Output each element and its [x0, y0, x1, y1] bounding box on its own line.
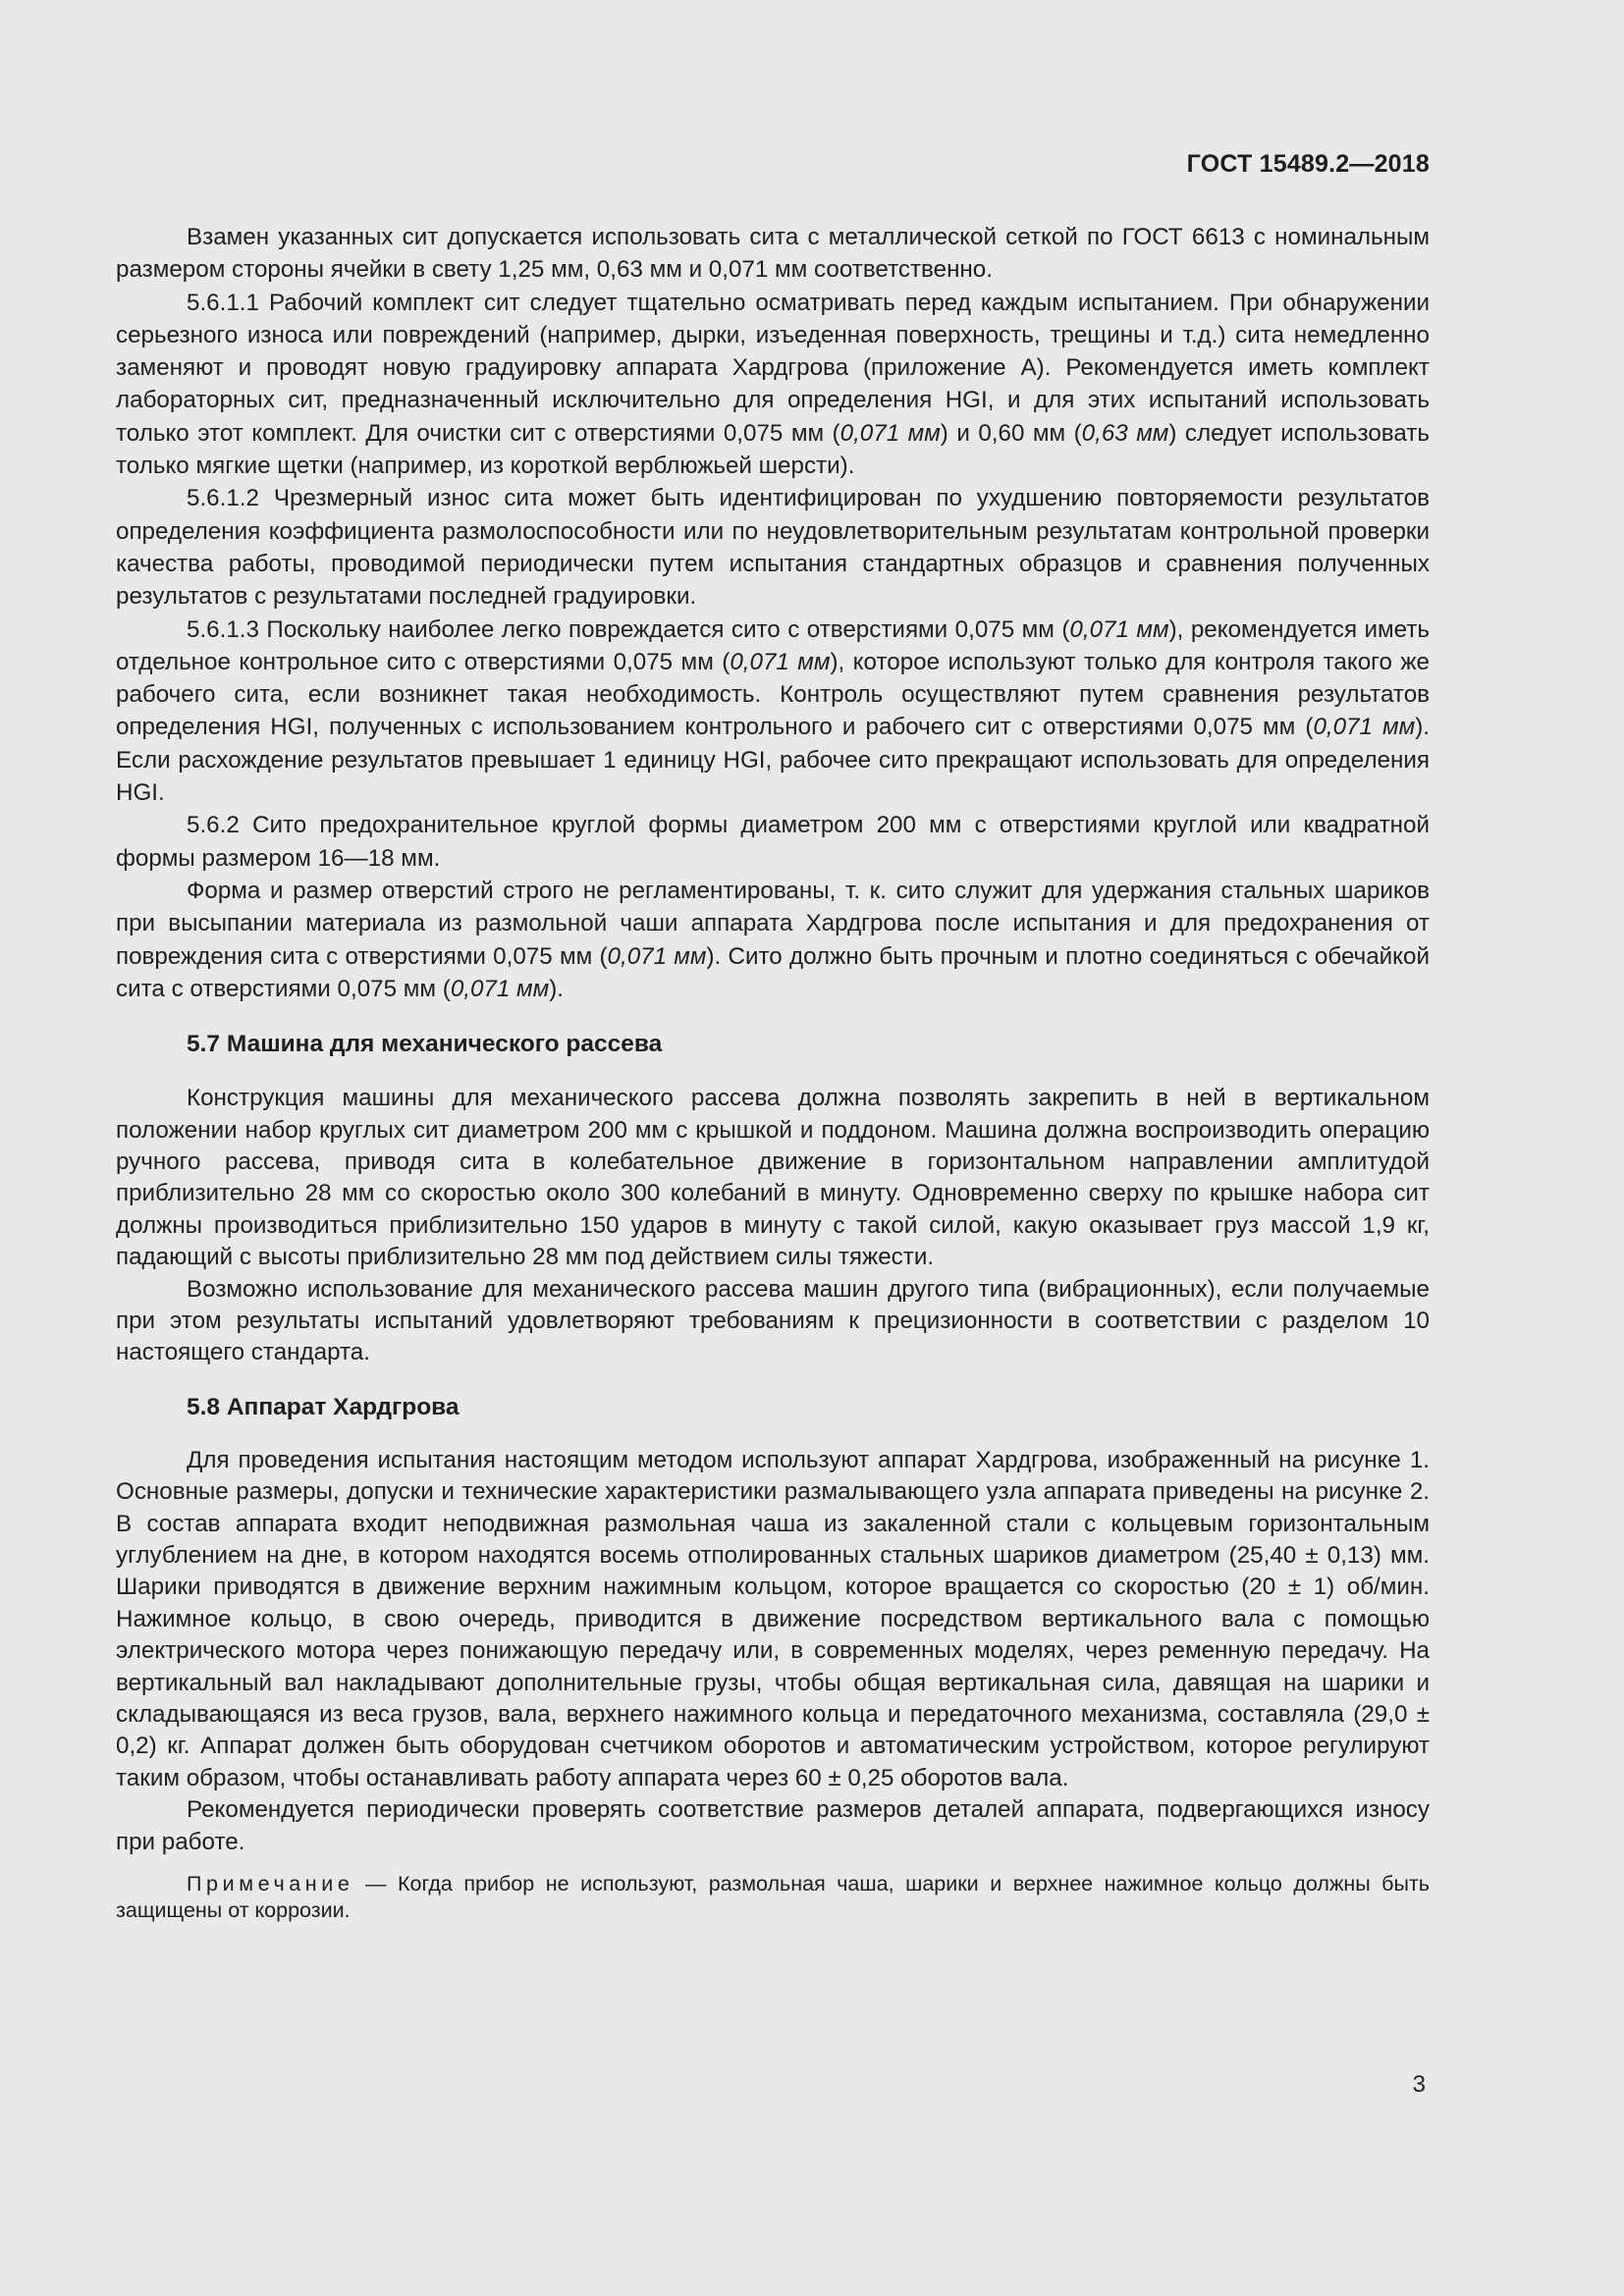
- paragraph-5-6-2: 5.6.2 Сито предохранительное круглой формы диаметром 200 мм с отверстиями круглой или квадратной формы размером 16—18 мм.: [116, 812, 1430, 872]
- document-body: [116, 221, 1430, 1924]
- page-number: 3: [1412, 2071, 1426, 2098]
- section-5-7-heading: 5.7 Машина для механического рассева: [187, 1031, 663, 1058]
- paragraph-5-8-apparatus: Для проведения испытания настоящим методом используют аппарат Хардгрова, изображенный на рисунке 1. Основные размеры, допуски и технические характеристики размалывающего узла аппарата приведены на рисунке 2. В состав аппарата входит неподвижная размольная чаша из закаленной стали с кольцевым горизонтальным углублением на дне, в котором находятся восемь отполированных стальных шариков диаметром (25,40 ± 0,13) мм. Шарики приводятся в движение верхним нажимным кольцом, которое вращается со скоростью (20 ± 1) об/мин. Нажимное кольцо, в свою очередь, приводится в движение посредством вертикального вала с помощью электрического мотора через понижающую передачу или, в современных моделях, через ременную передачу. На вертикальный вал накладывают дополнительные грузы, чтобы общая вертикальная сила, давящая на шарики и складывающаяся из веса грузов, вала, верхнего нажимного кольца и передаточного механизма, составляла (29,0 ± 0,2) кг. Аппарат должен быть оборудован счетчиком оборотов и автоматическим устройством, которое регулируют таким образом, чтобы останавливать работу аппарата через 60 ± 0,25 оборотов вала.: [116, 1446, 1430, 1791]
- note-text: — Когда прибор не используют, размольная чаша, шарики и верхнее нажимное кольцо должны быть защищены от коррозии.: [116, 1872, 1430, 1923]
- paragraph-sieve-substitution: Взамен указанных сит допускается использовать сита с металлической сеткой по ГОСТ 6613 с номинальным размером стороны ячейки в свету 1,25 мм, 0,63 мм и 0,071 мм соответственно.: [116, 224, 1430, 284]
- paragraph-5-7-machine: Конструкция машины для механического рассева должна позволять закрепить в ней в вертикальном положении набор круглых сит диаметром 200 мм с крышкой и поддоном. Машина должна воспроизводить операцию ручного рассева, приводя сита в колебательное движение в горизонтальном направлении амплитудой приблизительно 28 мм со скоростью около 300 колебаний в минуту. Одновременно сверху по крышке набора сит должны производиться приблизительно 150 ударов в минуту с такой силой, какую оказывает груз массой 1,9 кг, падающий с высоты приблизительно 28 мм под действием силы тяжести.: [116, 1085, 1430, 1271]
- paragraph-5-7-vibration: Возможно использование для механического рассева машин другого типа (вибрационных), если получаемые при этом результаты испытаний удовлетворяют требованиям к прецизионности в соответствии с разделом 10 настоящего стандарта.: [116, 1275, 1430, 1366]
- note-label: Примечание: [187, 1872, 354, 1896]
- paragraph-sieve-form: Форма и размер отверстий строго не регламентированы, т. к. сито служит для удержания стальных шариков при высыпании материала из размольной чаши аппарата Хардгрова после испытания и для предохранения от повреждения сита с отверстиями 0,075 мм (0,071 мм). Сито должно быть прочным и плотно соединяться с обечайкой сита с отверстиями 0,075 мм (0,071 мм).: [116, 877, 1430, 1002]
- note: [116, 1871, 1430, 1924]
- section-5-8-heading: 5.8 Аппарат Хардгрова: [187, 1393, 460, 1420]
- paragraph-5-6-1-1: 5.6.1.1 Рабочий комплект сит следует тщательно осматривать перед каждым испытанием. При обнаружении серьезного износа или повреждений (например, дырки, изъеденная поверхность, трещины и т.д.) сита немедленно заменяют и проводят новую градуировку аппарата Хардгрова (приложение А). Рекомендуется иметь комплект лабораторных сит, предназначенный исключительно для определения HGI, и для этих испытаний использовать только этот комплект. Для очистки сит с отверстиями 0,075 мм (0,071 мм) и 0,60 мм (0,63 мм) следует использовать только мягкие щетки (например, из короткой верблюжьей шерсти).: [116, 289, 1430, 480]
- paragraph-5-6-1-2: 5.6.1.2 Чрезмерный износ сита может быть идентифицирован по ухудшению повторяемости результатов определения коэффициента размолоспособности или по неудовлетворительным результатам контрольной проверки качества работы, проводимой периодически путем испытания стандартных образцов и сравнения полученных результатов с результатами последней градуировки.: [116, 485, 1430, 611]
- standard-code-header: ГОСТ 15489.2—2018: [1186, 150, 1430, 178]
- paragraph-5-8-check: Рекомендуется периодически проверять соответствие размеров деталей аппарата, подвергающихся износу при работе.: [116, 1796, 1430, 1855]
- paragraph-5-6-1-3: 5.6.1.3 Поскольку наиболее легко повреждается сито с отверстиями 0,075 мм (0,071 мм), рекомендуется иметь отдельное контрольное сито с отверстиями 0,075 мм (0,071 мм), которое используют только для контроля такого же рабочего сита, если возникнет такая необходимость. Контроль осуществляют путем сравнения результатов определения HGI, полученных с использованием контрольного и рабочего сит с отверстиями 0,075 мм (0,071 мм). Если расхождение результатов превышает 1 единицу HGI, рабочее сито прекращают использовать для определения HGI.: [116, 615, 1430, 807]
